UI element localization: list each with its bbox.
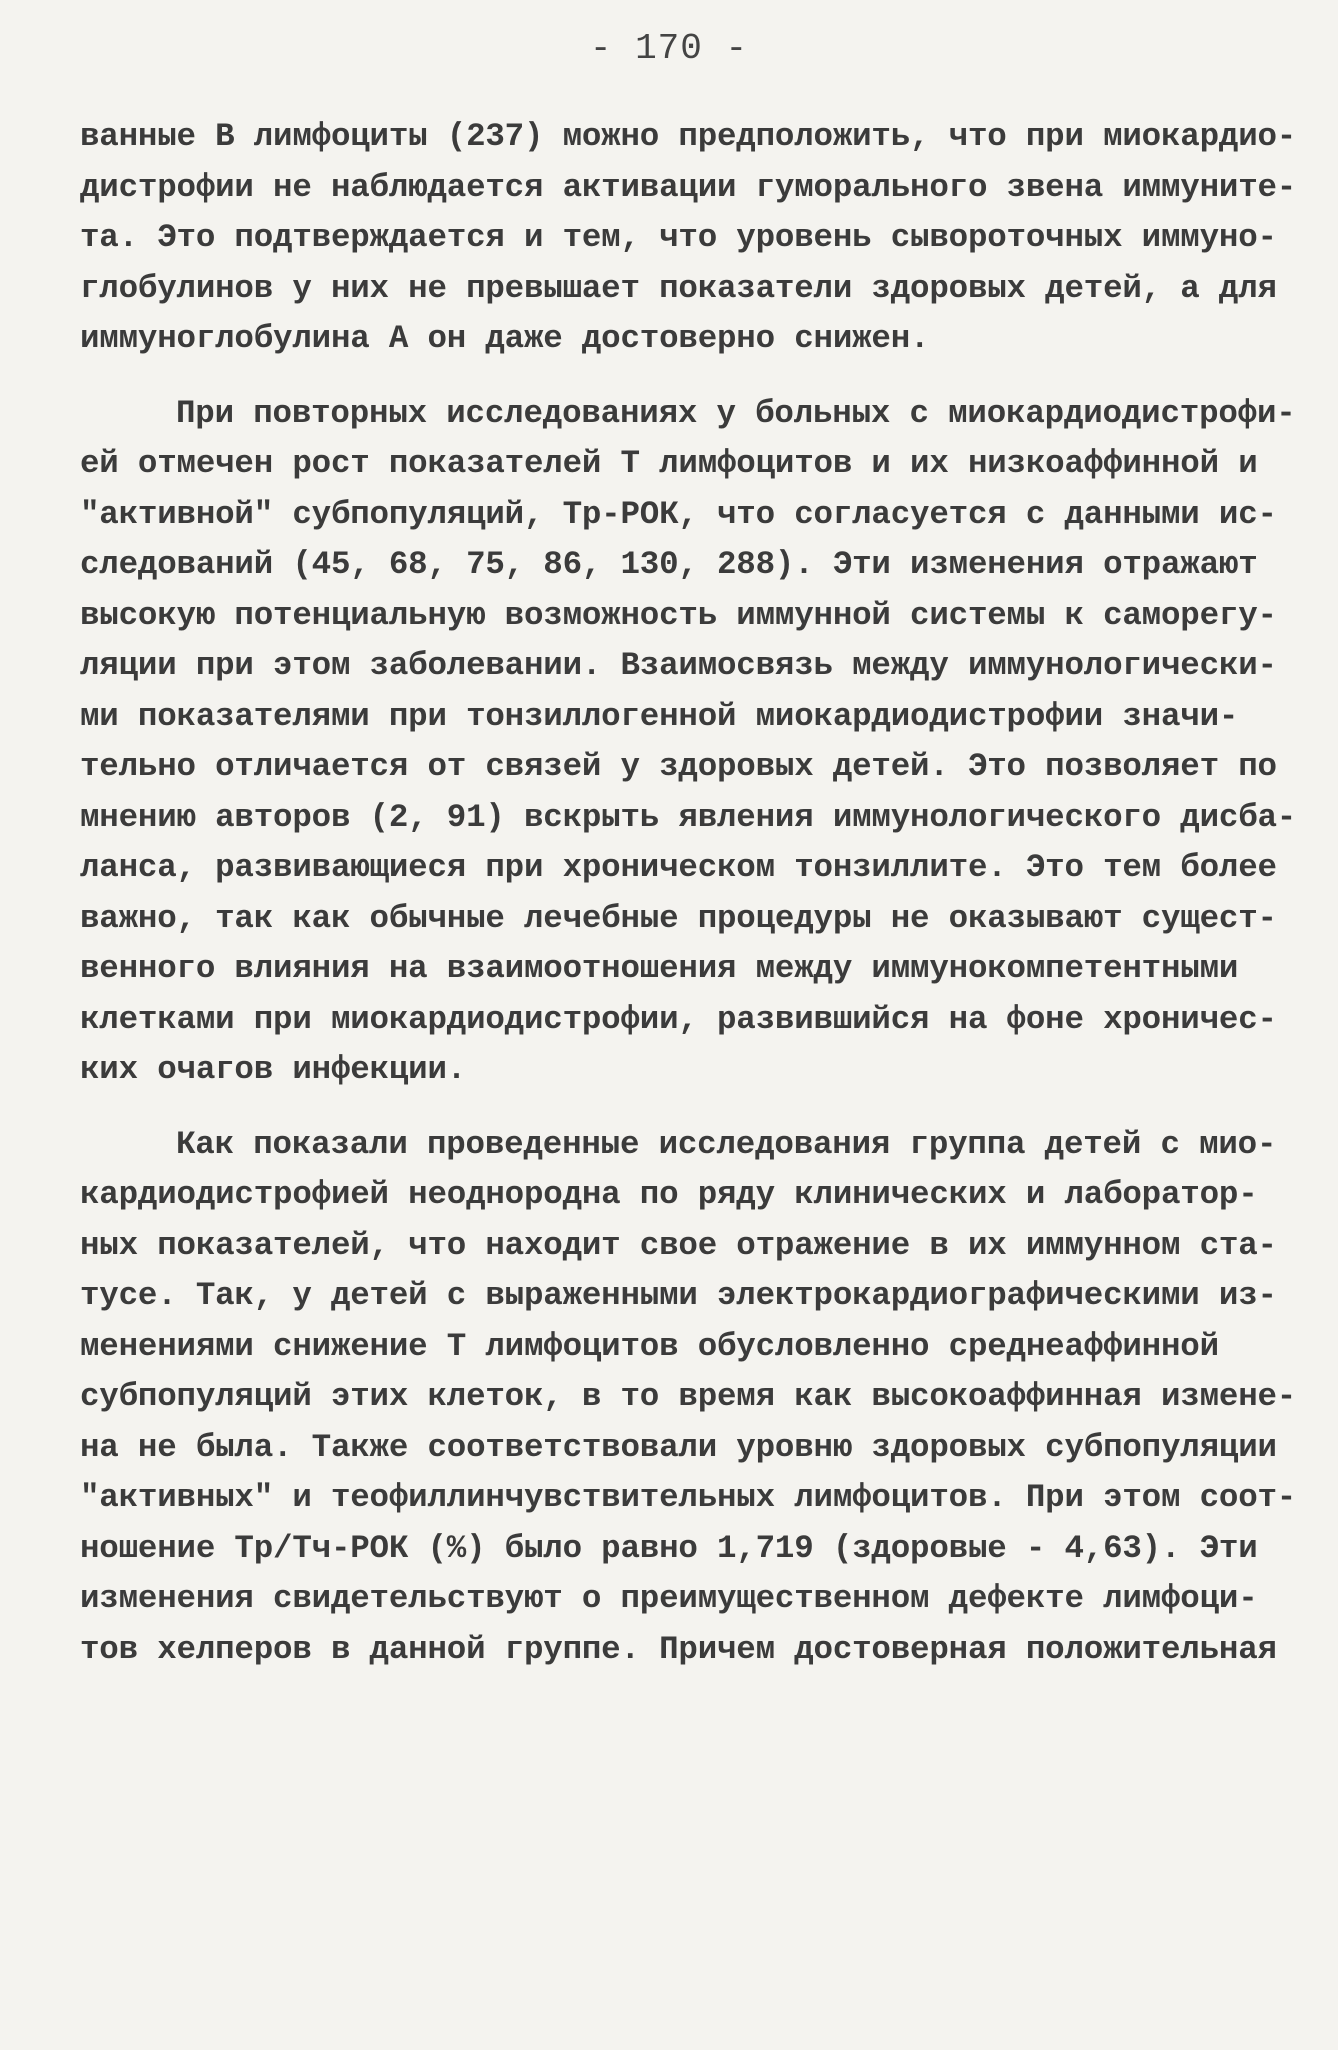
text-line: следований (45, 68, 75, 86, 130, 288). Эти изменения отражают xyxy=(80,546,1258,583)
text-line: ми показателями при тонзиллогенной миокардиодистрофии значи- xyxy=(80,697,1239,735)
paragraph-1 xyxy=(80,112,1297,365)
text-line: клетками при миокардиодистрофии, развившийся на фоне хроничес- xyxy=(80,1000,1277,1038)
text-line: венного влияния на взаимоотношения между иммунокомпетентными xyxy=(80,950,1239,987)
text-line: При повторных исследованиях у больных с миокардиодистрофи- xyxy=(176,394,1296,432)
text-line: ванные В лимфоциты (237) можно предположить, что при миокардио- xyxy=(80,118,1297,155)
text-line: дистрофии не наблюдается активации гуморального звена иммуните- xyxy=(80,168,1297,206)
text-line: глобулинов у них не превышает показатели здоровых детей, а для xyxy=(80,269,1277,307)
page-number: - 170 - xyxy=(589,28,749,69)
text-line: тусе. Так, у детей с выраженными электрокардиографическими из- xyxy=(80,1277,1277,1314)
document-body xyxy=(80,112,1297,1675)
text-line: тов хелперов в данной группе. Причем достоверная положительная xyxy=(80,1630,1277,1668)
paragraph-gap xyxy=(80,365,1260,389)
text-line: ных показателей, что находит свое отражение в их иммунном ста- xyxy=(80,1226,1277,1264)
text-line: ношение Тр/Тч-РОК (%) было равно 1,719 (здоровые - 4,63). Эти xyxy=(80,1529,1258,1567)
text-line: кардиодистрофией неоднородна по ряду клинических и лаборатор- xyxy=(80,1176,1258,1213)
paragraph-2 xyxy=(80,389,1297,1096)
text-line: ких очагов инфекции. xyxy=(80,1051,467,1088)
text-line: на не была. Также соответствовали уровню здоровых субпопуляции xyxy=(80,1428,1277,1466)
text-line: Как показали проведенные исследования группа детей с мио- xyxy=(176,1125,1277,1163)
text-line: ланса, развивающиеся при хроническом тонзиллите. Это тем более xyxy=(80,849,1277,886)
paragraph-3 xyxy=(80,1120,1297,1676)
text-line: "активных" и теофиллинчувствительных лимфоцитов. При этом соот- xyxy=(80,1479,1297,1516)
text-line: иммуноглобулина А он даже достоверно снижен. xyxy=(80,320,930,357)
text-line: ей отмечен рост показателей Т лимфоцитов и их низкоаффинной и xyxy=(80,445,1258,482)
text-line: та. Это подтверждается и тем, что уровень сывороточных иммуно- xyxy=(80,219,1277,256)
paragraph-gap xyxy=(80,1096,1260,1120)
text-line: менениями снижение Т лимфоцитов обусловленно среднеаффинной xyxy=(80,1327,1219,1365)
text-line: важно, так как обычные лечебные процедуры не оказывают сущест- xyxy=(80,899,1277,937)
text-line: высокую потенциальную возможность иммунной системы к саморегу- xyxy=(80,596,1277,634)
text-line: мнению авторов (2, 91) вскрыть явления иммунологического дисба- xyxy=(80,798,1297,836)
text-line: тельно отличается от связей у здоровых детей. Это позволяет по xyxy=(80,748,1277,785)
text-line: ляции при этом заболевании. Взаимосвязь между иммунологически- xyxy=(80,647,1277,684)
text-line: субпопуляций этих клеток, в то время как высокоаффинная измене- xyxy=(80,1378,1297,1415)
text-line: изменения свидетельствуют о преимущественном дефекте лимфоци- xyxy=(80,1580,1258,1617)
text-line: "активной" субпопуляций, Тр-РОК, что согласуется с данными ис- xyxy=(80,495,1277,533)
